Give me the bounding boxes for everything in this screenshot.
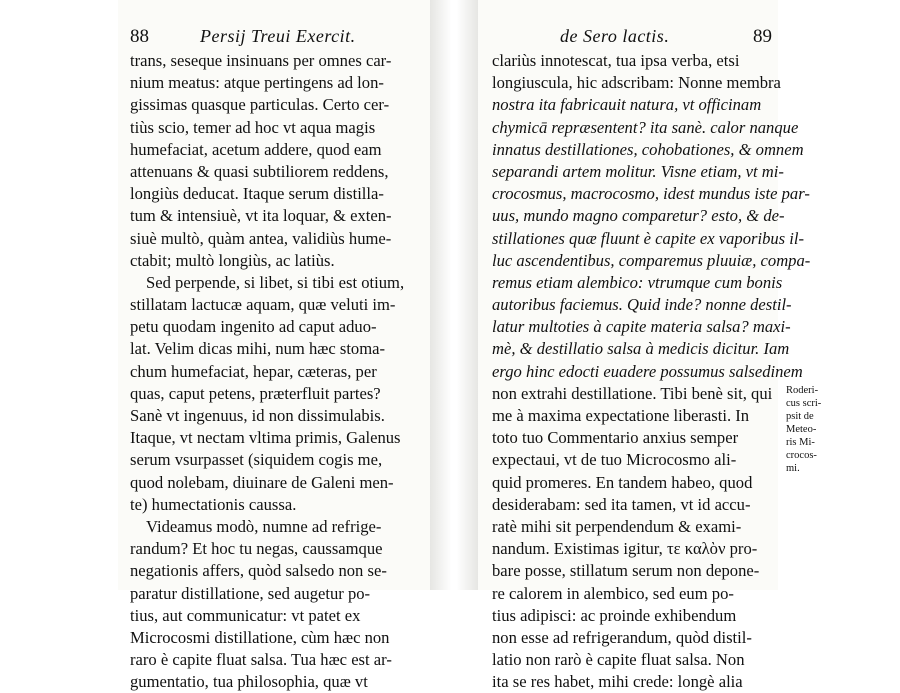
right-running-head-title: de Sero lactis. — [560, 26, 670, 46]
left-text-line: siuè multò, quàm antea, validiùs hume- — [130, 228, 392, 248]
left-text-line: raro è capite fluat salsa. Tua hæc est ar- — [130, 650, 392, 670]
right-text-line: separandi artem molitur. Visne etiam, vt mi- — [492, 161, 784, 181]
right-text-line: me à maxima expectatione liberasti. In — [492, 406, 750, 425]
margin-note-line: mi. — [786, 463, 800, 474]
right-text-line: nandum. Existimas igitur, τε καλὸν pro- — [492, 539, 758, 559]
right-page-number: 89 — [753, 26, 772, 47]
right-text-line: remus etiam alembico: vtrumque cum bonis — [492, 272, 783, 292]
left-text-line: gumentatio, tua philosophia, quæ vt — [130, 672, 368, 692]
left-text-line: negationis affers, quòd salsedo non se- — [130, 561, 387, 581]
right-text-line: latur multoties à capite materia salsa? maxi- — [492, 317, 791, 337]
right-text-line: stillationes quæ fluunt è capite ex vaporibus il- — [492, 228, 805, 248]
right-text-line: clariùs innotescat, tua ipsa verba, etsi — [492, 51, 740, 70]
left-text-line: trans, seseque insinuans per omnes car- — [130, 51, 392, 70]
right-text-line: toto tuo Commentario anxius semper — [492, 428, 739, 448]
margin-note-line: crocos- — [786, 450, 817, 461]
left-text-line: petu quodam ingenito ad caput aduo- — [130, 317, 377, 337]
right-text-line: crocosmus, macrocosmo, idest mundus iste par- — [492, 184, 810, 204]
left-text-line: paratur distillatione, sed augetur po- — [130, 583, 371, 603]
margin-note-line: psit de — [786, 411, 814, 422]
left-text-line: tiùs scio, temer ad hoc vt aqua magis — [130, 117, 376, 137]
left-running-head-title: Persij Treui Exercit. — [200, 26, 356, 46]
margin-note-line: Roderi- — [786, 385, 819, 396]
left-running-head — [118, 26, 430, 50]
margin-note — [786, 384, 826, 475]
left-text-line: gissimas quasque particulas. Certo cer- — [130, 95, 390, 115]
left-text-line: te) humectationis caussa. — [130, 494, 297, 514]
right-text-line: tius adipisci: ac proinde exhibendum — [492, 605, 737, 625]
left-text-line: stillatam lactucæ aquam, quæ veluti im- — [130, 295, 396, 315]
right-text-line: uus, mundo magno comparetur? esto, & de- — [492, 206, 785, 226]
left-text-line: lat. Velim dicas mihi, num hæc stoma- — [130, 339, 386, 359]
margin-note-line: cus scri- — [786, 398, 822, 409]
left-text-line: quod nolebam, diuinare de Galeni men- — [130, 472, 394, 492]
right-text-line: mè, & destillatio salsa à medicis dicitur. Iam — [492, 339, 790, 359]
right-text-line: autoribus faciemus. Quid inde? nonne destil- — [492, 295, 792, 315]
left-text-block — [118, 50, 430, 693]
left-text-line: Sed perpende, si libet, si tibi est otium, — [146, 272, 405, 292]
left-page — [118, 0, 430, 692]
left-text-line: nium meatus: atque pertingens ad lon- — [130, 73, 384, 93]
left-text-line: humefaciat, acetum addere, quod eam — [130, 139, 382, 159]
left-text-line: longiùs deducat. Itaque serum distilla- — [130, 184, 384, 204]
left-text-line: tius, aut communicatur: vt patet ex — [130, 605, 361, 625]
right-text-line: latio non rarò è capite fluat salsa. Non — [492, 650, 745, 670]
left-text-line: Sanè vt ingenuus, id non dissimulabis. — [130, 406, 385, 425]
left-text-line: Microcosmi distillatione, cùm hæc non — [130, 627, 390, 647]
margin-note-line: Meteo- — [786, 424, 817, 435]
book-gutter — [430, 0, 478, 590]
left-text-line: attenuans & quasi subtiliorem reddens, — [130, 161, 389, 181]
left-text-line: tum & intensiuè, vt ita loquar, & exten- — [130, 206, 392, 226]
right-text-line: bare posse, stillatum serum non depone- — [492, 561, 760, 581]
right-text-line: non extrahi destillatione. Tibi benè sit, qui — [492, 383, 773, 403]
left-text-line: quas, caput petens, præterfluit partes? — [130, 383, 381, 403]
left-text-line: Videamus modò, numne ad refrige- — [146, 516, 382, 536]
right-text-line: desiderabam: sed ita tamen, vt id accu- — [492, 494, 751, 514]
right-text-line: nostra ita fabricauit natura, vt officinam — [492, 95, 762, 115]
right-text-line: re calorem in alembico, sed eum po- — [492, 583, 734, 603]
right-text-line: ratè mihi sit perpendendum & exami- — [492, 516, 742, 536]
left-page-number: 88 — [130, 26, 149, 47]
right-text-line: longiuscula, hic adscribam: Nonne membra — [492, 73, 781, 93]
right-text-line: chymicā repræsentent? ita sanè. calor nanque — [492, 117, 799, 137]
right-text-line: expectaui, vt de tuo Microcosmo ali- — [492, 450, 737, 470]
left-text-line: chum humefaciat, hepar, cæteras, per — [130, 361, 377, 381]
margin-note-line: ris Mi- — [786, 437, 815, 448]
right-text-line: quid promeres. En tandem habeo, quod — [492, 472, 753, 492]
right-text-line: ita se res habet, mihi crede: longè alia — [492, 672, 743, 692]
right-text-line: non esse ad refrigerandum, quòd distil- — [492, 627, 752, 647]
left-text-line: ctabit; multò longiùs, ac latiùs. — [130, 250, 335, 270]
left-text-line: randum? Et hoc tu negas, caussamque — [130, 539, 383, 559]
left-text-line: serum vsurpasset (siquidem cogis me, — [130, 450, 383, 470]
right-text-line: innatus destillationes, cohobationes, & omnem — [492, 139, 804, 159]
left-text-line: Itaque, vt nectam vltima primis, Galenus — [130, 428, 401, 448]
right-running-head — [478, 26, 778, 50]
right-text-line: ergo hinc edocti euadere possumus salsedinem — [492, 361, 803, 381]
right-text-line: luc ascendentibus, comparemus pluuiæ, compa- — [492, 250, 811, 270]
